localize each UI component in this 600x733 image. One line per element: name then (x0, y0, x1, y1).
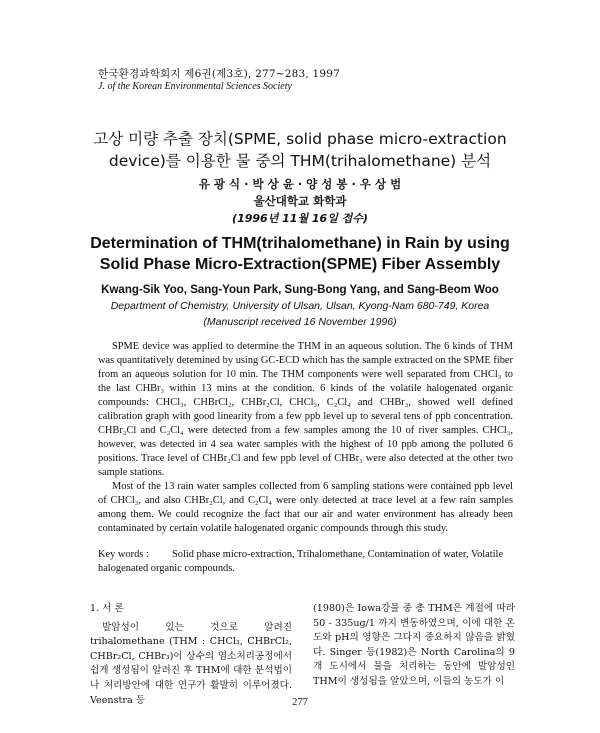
body-paragraph: (1980)은 Iowa강물 중 총 THM은 계절에 따라 50 - 335ug/1 까지 변동하였으며, 이에 대한 온도와 pH의 영향은 그다지 중요하지 않음을 밝혔다. Singer 등(1982)은 North Carolina의 9개 도시에서 물을 처리하는 동안에 발암성인 THM이 생성됨을 알았으며, 이들의 농도가 이 (313, 603, 515, 687)
keywords (98, 548, 513, 576)
title-english-line-1: Determination of THM(trihalomethane) in Rain by using (90, 235, 510, 252)
received-date-korean: (1996년 11월 16일 접수) (232, 212, 368, 225)
affiliation-english: Department of Chemistry, University of Ulsan, Ulsan, Kyong-Nam 680-749, Korea (110, 300, 490, 312)
title-korean (60, 128, 540, 172)
abstract (98, 340, 513, 536)
abstract-paragraph: Most of the 13 rain water samples collected from 6 sampling stations were contained ppb level of CHCl₃, and also CHBr₂Cl, and C₂Cl₄ were only detected at trace level at a few rain samples among them. We could recognize the fact that our air and water environment has already been contaminated by certain volatile halogenated organic compounds through this study. (98, 481, 513, 534)
section-heading-introduction: 1. 서 론 (90, 603, 124, 614)
title-english (60, 233, 540, 275)
affiliation-korean: 울산대학교 화학과 (253, 194, 347, 208)
abstract-paragraph: SPME device was applied to determine the THM in an aqueous solution. The 6 kinds of THM was quantitatively detemined by using GC-ECD which has the sample extracted on the SPME fiber from an aqueous solution for 10 min. The THM components were well separated from CHCl₃ to the last CHBr₃ within 13 mins at the condition. 6 kinds of the volatile halogenated organic compounds: CHCl₃, CHBrCl₂, CHBr₂Cl, CHCl₃, C₂Cl₄ and CHBr₃, showed well defined calibration graph with good linearity from a few ppb level up to several tens of ppb concentration. CHBr₂Cl and C₂Cl₄ were detected from a few samples among the 10 of river samples. CHCl₃, however, was detected in 4 sea water samples with the highest of 10 ppb among the polluted 6 positions. Trace level of CHBr₂Cl and few ppb level of CHBr₃ were also detected at the other two sample stations. (98, 341, 513, 478)
journal-citation-korean: 한국환경과학회지 제6권(제3호), 277∼283, 1997 (98, 68, 340, 80)
page-number: 277 (292, 697, 308, 708)
journal-name-english: J. of the Korean Environmental Sciences Society (98, 81, 292, 92)
body-column-right (313, 602, 515, 690)
title-korean-line-1: 고상 미량 추출 장치(SPME, solid phase micro-extraction (93, 130, 507, 148)
keywords-text: Solid phase micro-extraction, Trihalomethane, Contamination of water, Volatile halogenated organic compounds. (98, 549, 504, 574)
title-english-line-2: Solid Phase Micro-Extraction(SPME) Fiber Assembly (99, 256, 501, 273)
keywords-label: Key words : (98, 549, 149, 560)
authors-english: Kwang-Sik Yoo, Sang-Youn Park, Sung-Bong Yang, and Sang-Beom Woo (101, 284, 499, 296)
title-korean-line-2: device)를 이용한 물 중의 THM(trihalomethane) 분석 (108, 152, 492, 170)
body-paragraph: 발암성이 있는 것으로 알려진 trihalomethane (THM : CHCl₃, CHBrCl₂, CHBr₂Cl, CHBr₃)이 상수의 염소처리공정에서 쉽게 생성됨이 알려진 후 THM에 대한 분석법이나 처리방안에 대한 연구가 활발히 이루어졌다. Veenstra 등 (90, 621, 292, 706)
body-column-left (90, 602, 292, 708)
authors-korean: 유 광 식 · 박 상 윤 · 양 성 봉 · 우 상 범 (198, 177, 402, 191)
received-date-english: (Manuscript received 16 November 1996) (203, 316, 397, 328)
